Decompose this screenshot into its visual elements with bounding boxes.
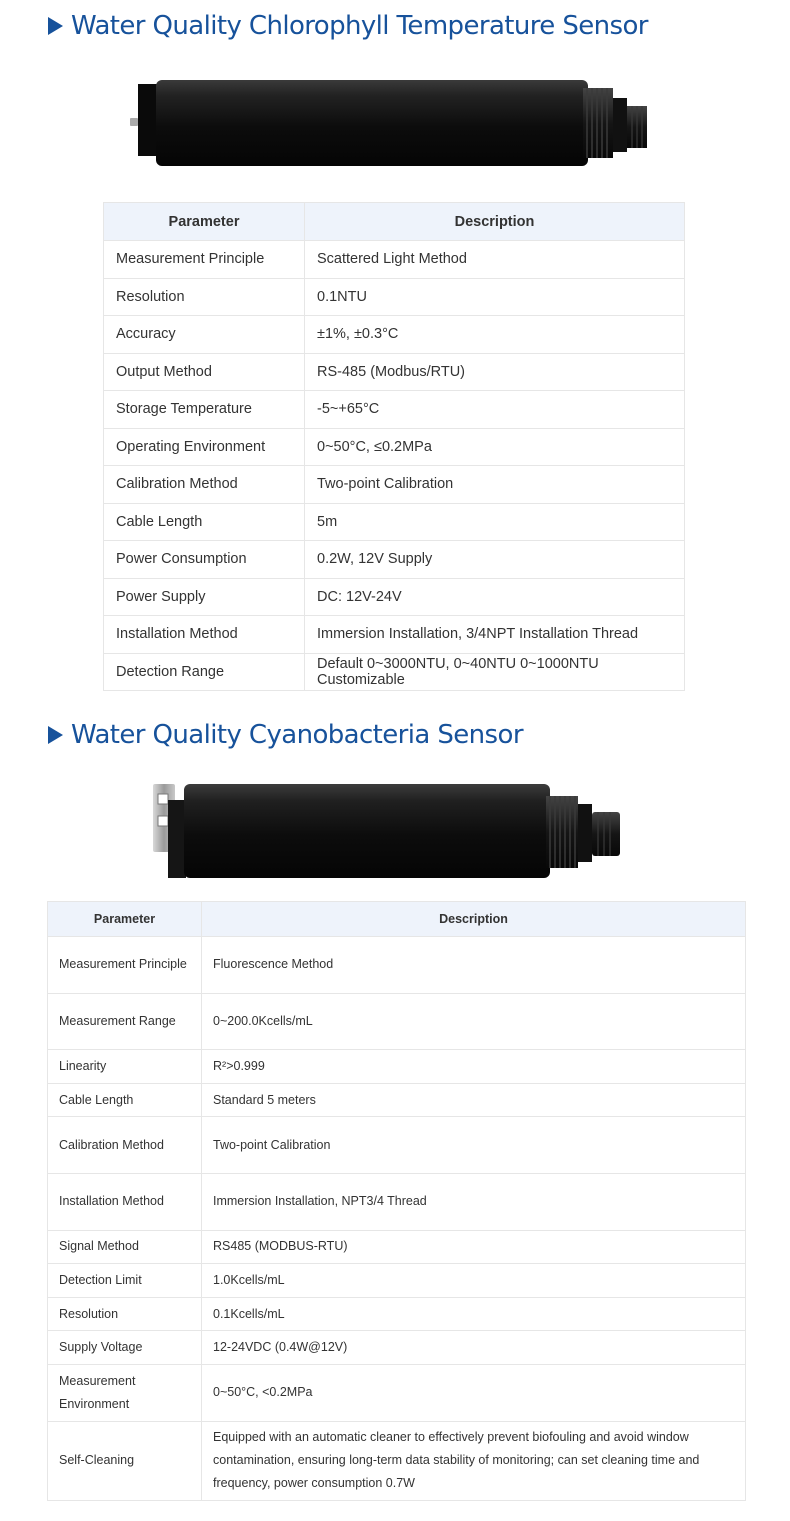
description-cell: 0.1Kcells/mL xyxy=(202,1297,746,1331)
table-row xyxy=(48,1083,746,1117)
parameter-cell: Linearity xyxy=(48,1050,202,1084)
table-row xyxy=(104,653,685,691)
table-row xyxy=(48,1117,746,1174)
column-header-description: Description xyxy=(305,203,685,241)
table-row xyxy=(104,503,685,541)
description-cell: -5~+65°C xyxy=(305,391,685,429)
table-row xyxy=(48,1421,746,1501)
description-cell: Immersion Installation, NPT3/4 Thread xyxy=(202,1173,746,1230)
parameter-cell: Storage Temperature xyxy=(104,391,305,429)
parameter-cell: Detection Range xyxy=(104,653,305,691)
table-row xyxy=(48,993,746,1050)
description-cell: 0~50°C, <0.2MPa xyxy=(202,1364,746,1421)
description-cell: R²>0.999 xyxy=(202,1050,746,1084)
description-cell: 0.1NTU xyxy=(305,278,685,316)
parameter-cell: Resolution xyxy=(104,278,305,316)
parameter-cell: Calibration Method xyxy=(104,466,305,504)
parameter-cell: Operating Environment xyxy=(104,428,305,466)
description-cell: Fluorescence Method xyxy=(202,937,746,994)
table-row xyxy=(48,1364,746,1421)
description-cell: Default 0~3000NTU, 0~40NTU 0~1000NTU Customizable xyxy=(305,653,685,691)
column-header-parameter: Parameter xyxy=(104,203,305,241)
description-cell: Two-point Calibration xyxy=(305,466,685,504)
section-title-cyanobacteria xyxy=(48,715,523,755)
description-cell: 1.0Kcells/mL xyxy=(202,1264,746,1298)
section-title-text: Water Quality Chlorophyll Temperature Sensor xyxy=(71,11,648,41)
table-row xyxy=(104,353,685,391)
spec-table-chlorophyll xyxy=(103,202,685,691)
table-header-row xyxy=(104,203,685,241)
description-cell: Equipped with an automatic cleaner to effectively prevent biofouling and avoid window contamination, ensuring long-term data stability of monitoring; can set cleaning time and frequency, power consumption 0.7W xyxy=(202,1421,746,1501)
parameter-cell: Measurement Environment xyxy=(48,1364,202,1421)
table-row xyxy=(104,278,685,316)
parameter-cell: Self-Cleaning xyxy=(48,1421,202,1501)
parameter-cell: Measurement Principle xyxy=(48,937,202,994)
parameter-cell: Power Consumption xyxy=(104,541,305,579)
description-cell: 0.2W, 12V Supply xyxy=(305,541,685,579)
spec-table-cyanobacteria xyxy=(47,901,746,1501)
parameter-cell: Signal Method xyxy=(48,1230,202,1264)
column-header-description: Description xyxy=(202,902,746,937)
parameter-cell: Output Method xyxy=(104,353,305,391)
parameter-cell: Cable Length xyxy=(48,1083,202,1117)
description-cell: 5m xyxy=(305,503,685,541)
triangle-bullet-icon xyxy=(48,17,63,35)
parameter-cell: Measurement Range xyxy=(48,993,202,1050)
table-row xyxy=(48,1297,746,1331)
table-row xyxy=(48,1331,746,1365)
description-cell: RS485 (MODBUS-RTU) xyxy=(202,1230,746,1264)
cyanobacteria-sensor-image xyxy=(148,780,628,880)
parameter-cell: Resolution xyxy=(48,1297,202,1331)
parameter-cell: Cable Length xyxy=(104,503,305,541)
table-row xyxy=(104,428,685,466)
section-title-chlorophyll xyxy=(48,6,648,46)
parameter-cell: Installation Method xyxy=(104,616,305,654)
table-row xyxy=(104,316,685,354)
description-cell: Standard 5 meters xyxy=(202,1083,746,1117)
table-row xyxy=(48,1173,746,1230)
description-cell: Two-point Calibration xyxy=(202,1117,746,1174)
parameter-cell: Measurement Principle xyxy=(104,241,305,279)
chlorophyll-sensor-image xyxy=(128,78,660,168)
table-row xyxy=(104,578,685,616)
description-cell: DC: 12V-24V xyxy=(305,578,685,616)
description-cell: Scattered Light Method xyxy=(305,241,685,279)
table-row xyxy=(48,1264,746,1298)
parameter-cell: Accuracy xyxy=(104,316,305,354)
table-row xyxy=(104,541,685,579)
table-row xyxy=(48,937,746,994)
parameter-cell: Supply Voltage xyxy=(48,1331,202,1365)
table-row xyxy=(48,1050,746,1084)
triangle-bullet-icon xyxy=(48,726,63,744)
table-row xyxy=(104,241,685,279)
table-row xyxy=(104,466,685,504)
description-cell: 12-24VDC (0.4W@12V) xyxy=(202,1331,746,1365)
parameter-cell: Calibration Method xyxy=(48,1117,202,1174)
parameter-cell: Power Supply xyxy=(104,578,305,616)
description-cell: RS-485 (Modbus/RTU) xyxy=(305,353,685,391)
parameter-cell: Detection Limit xyxy=(48,1264,202,1298)
description-cell: 0~200.0Kcells/mL xyxy=(202,993,746,1050)
parameter-cell: Installation Method xyxy=(48,1173,202,1230)
table-row xyxy=(104,391,685,429)
column-header-parameter: Parameter xyxy=(48,902,202,937)
description-cell: Immersion Installation, 3/4NPT Installation Thread xyxy=(305,616,685,654)
description-cell: ±1%, ±0.3°C xyxy=(305,316,685,354)
table-row xyxy=(48,1230,746,1264)
section-title-text: Water Quality Cyanobacteria Sensor xyxy=(71,720,523,750)
description-cell: 0~50°C, ≤0.2MPa xyxy=(305,428,685,466)
table-row xyxy=(104,616,685,654)
table-header-row xyxy=(48,902,746,937)
